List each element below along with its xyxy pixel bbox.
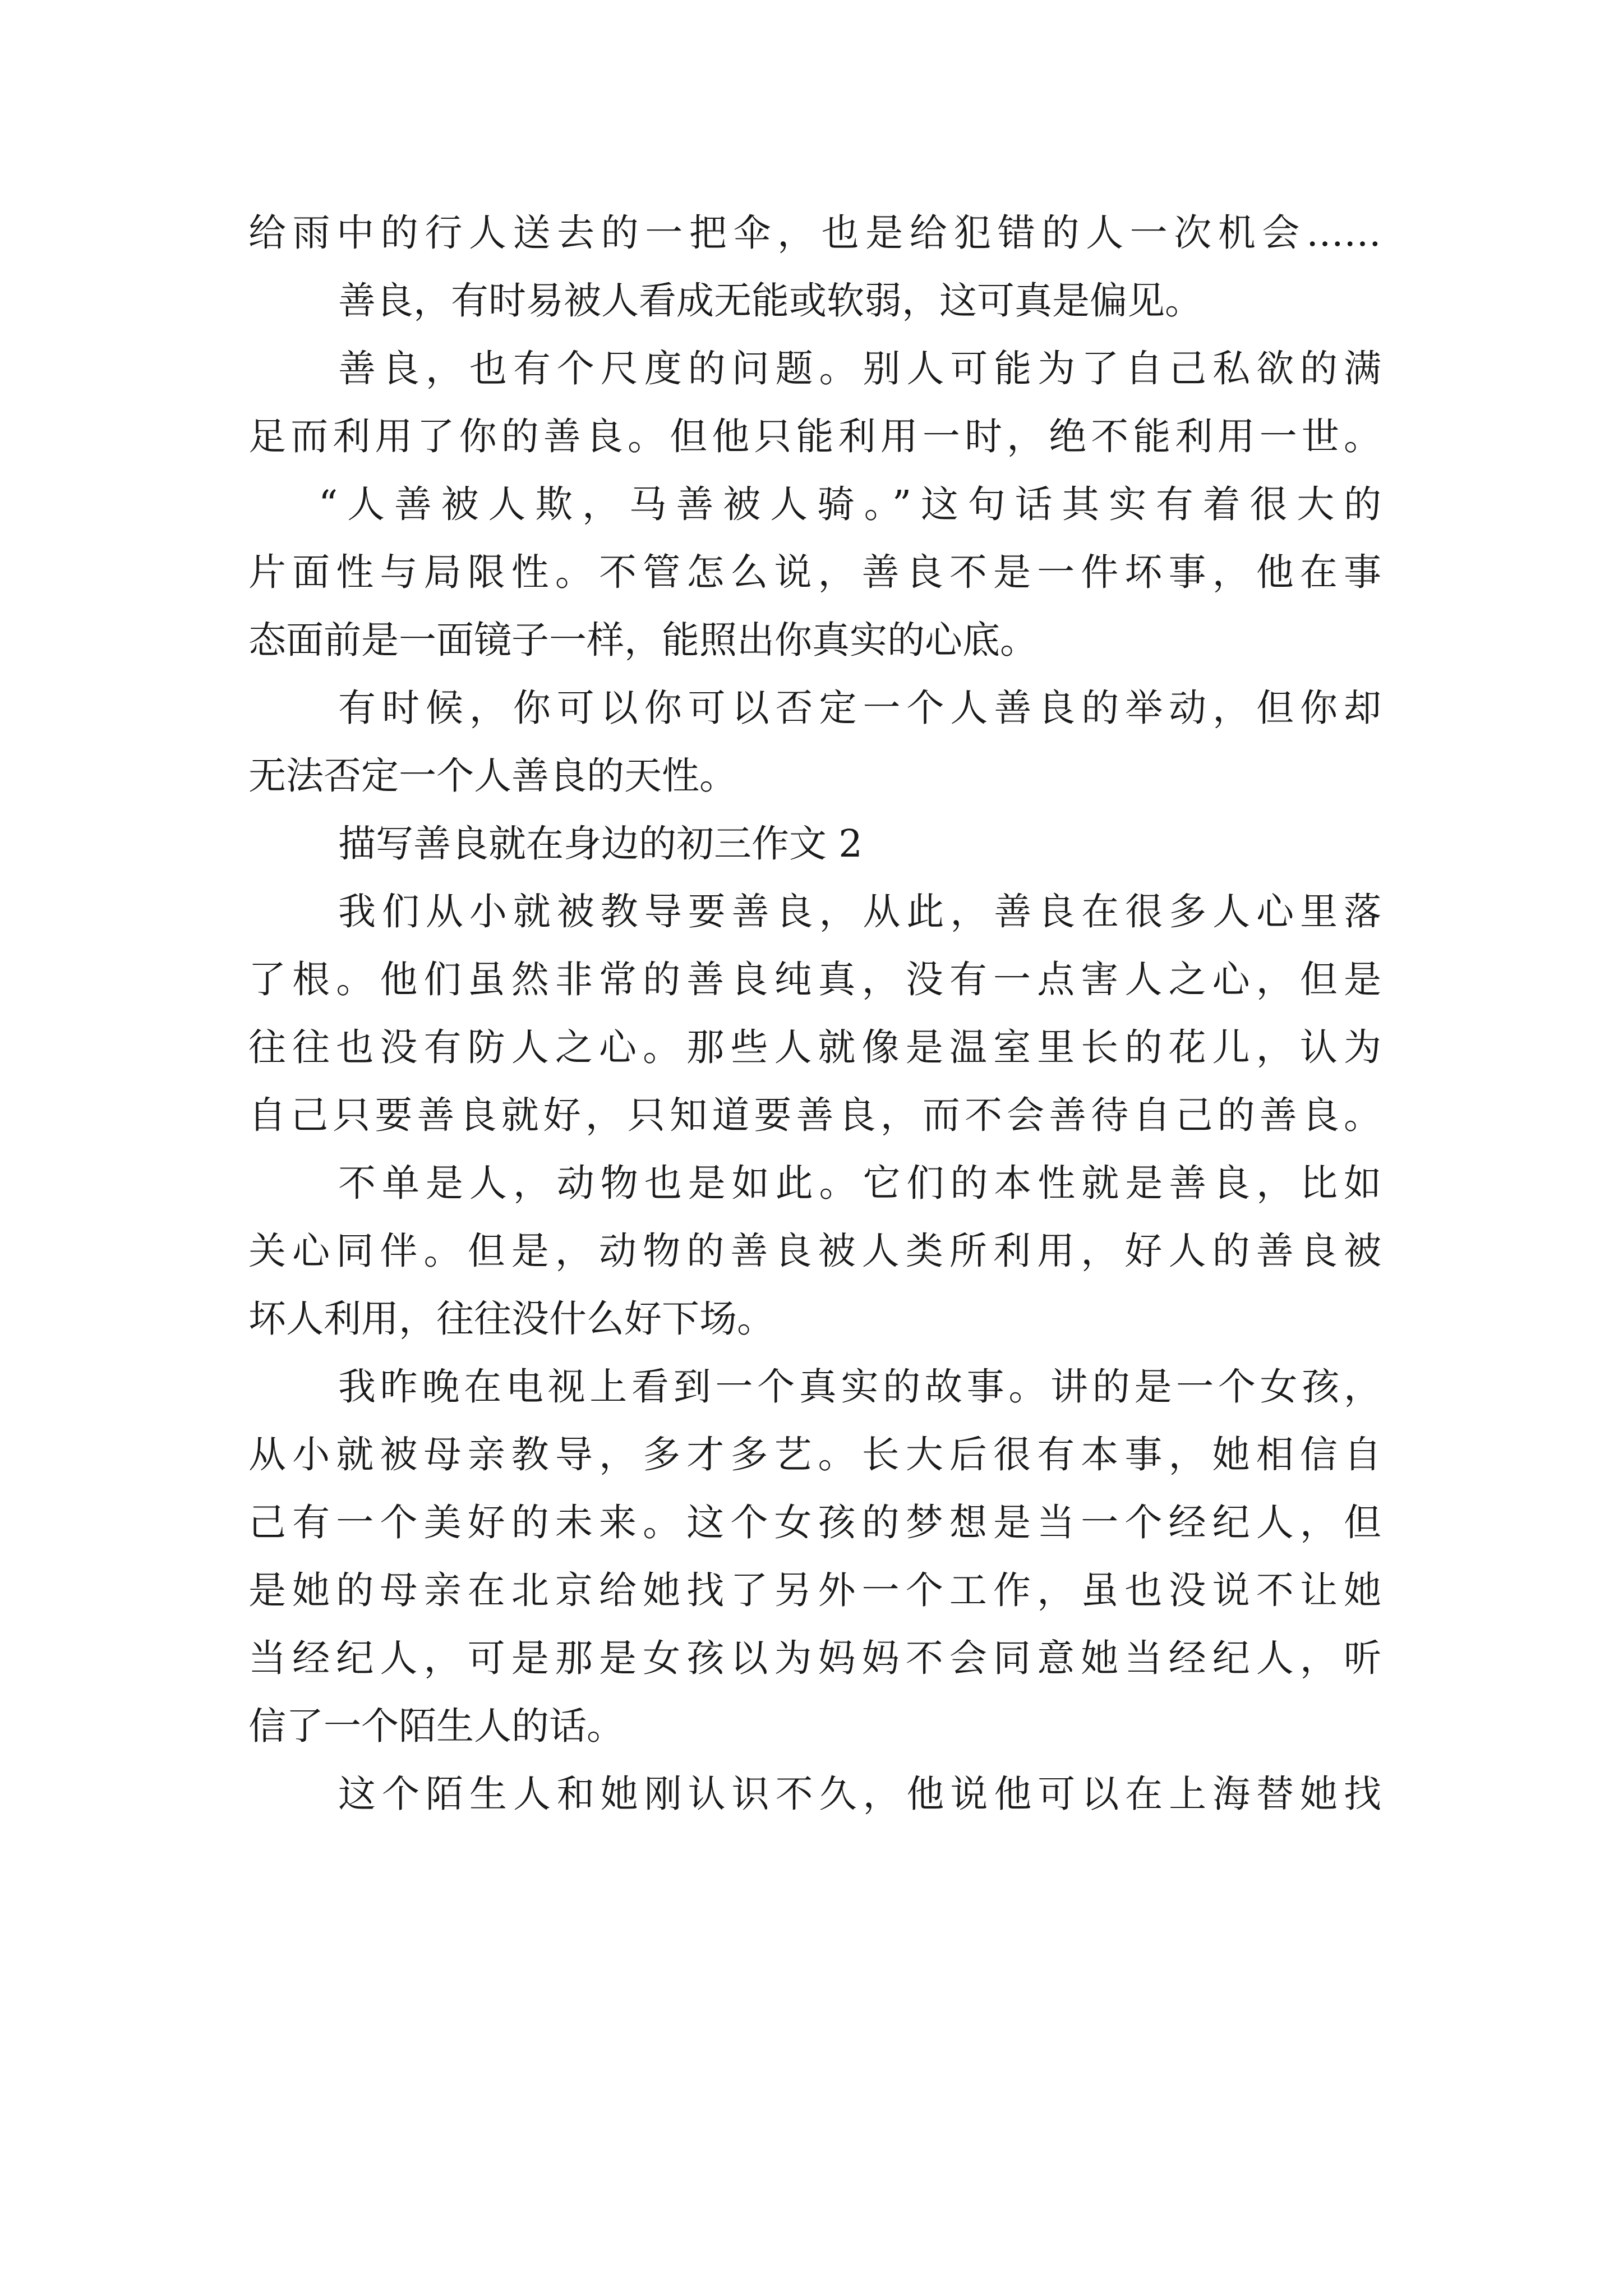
text-line: 善良，也有个尺度的问题。别人可能为了自己私欲的满 (338, 347, 1381, 390)
text-line: 我们从小就被教导要善良，从此，善良在很多人心里落 (338, 890, 1381, 933)
text-line: 己有一个美好的未来。这个女孩的梦想是当一个经纪人，但 (248, 1501, 1381, 1544)
text-line: “人善被人欺，马善被人骑。”这句话其实有着很大的 (319, 482, 1381, 526)
text-line: 关心同伴。但是，动物的善良被人类所利用，好人的善良被 (248, 1229, 1381, 1273)
text-line: 态面前是一面镜子一样，能照出你真实的心底。 (248, 618, 1038, 662)
text-line: 从小就被母亲教导，多才多艺。长大后很有本事，她相信自 (248, 1433, 1381, 1476)
text-line: 无法否定一个人善良的天性。 (248, 754, 737, 798)
text-line: 信了一个陌生人的话。 (248, 1704, 624, 1748)
text-line: 往往也没有防人之心。那些人就像是温室里长的花儿，认为 (248, 1025, 1381, 1069)
text-line: 当经纪人，可是那是女孩以为妈妈不会同意她当经纪人，听 (248, 1636, 1381, 1680)
text-line: 描写善良就在身边的初三作文 2 (338, 822, 863, 866)
text-line: 足而利用了你的善良。但他只能利用一时，绝不能利用一世。 (248, 415, 1381, 458)
text-line: 给雨中的行人送去的一把伞，也是给犯错的人一次机会…… (248, 211, 1381, 255)
text-line: 是她的母亲在北京给她找了另外一个工作，虽也没说不让她 (248, 1568, 1381, 1612)
text-line: 我昨晚在电视上看到一个真实的故事。讲的是一个女孩， (338, 1365, 1381, 1409)
essay-body (248, 211, 1381, 1843)
text-line: 自己只要善良就好，只知道要善良，而不会善待自己的善良。 (248, 1093, 1381, 1137)
text-line: 坏人利用，往往没什么好下场。 (248, 1297, 774, 1341)
text-line: 这个陌生人和她刚认识不久，他说他可以在上海替她找 (338, 1772, 1381, 1816)
text-line: 善良，有时易被人看成无能或软弱，这可真是偏见。 (338, 279, 1202, 323)
text-line: 不单是人，动物也是如此。它们的本性就是善良，比如 (338, 1161, 1381, 1205)
text-line: 有时候，你可以你可以否定一个人善良的举动，但你却 (338, 686, 1381, 730)
text-line: 片面性与局限性。不管怎么说，善良不是一件坏事，他在事 (248, 550, 1381, 594)
text-line: 了根。他们虽然非常的善良纯真，没有一点害人之心，但是 (248, 958, 1381, 1001)
